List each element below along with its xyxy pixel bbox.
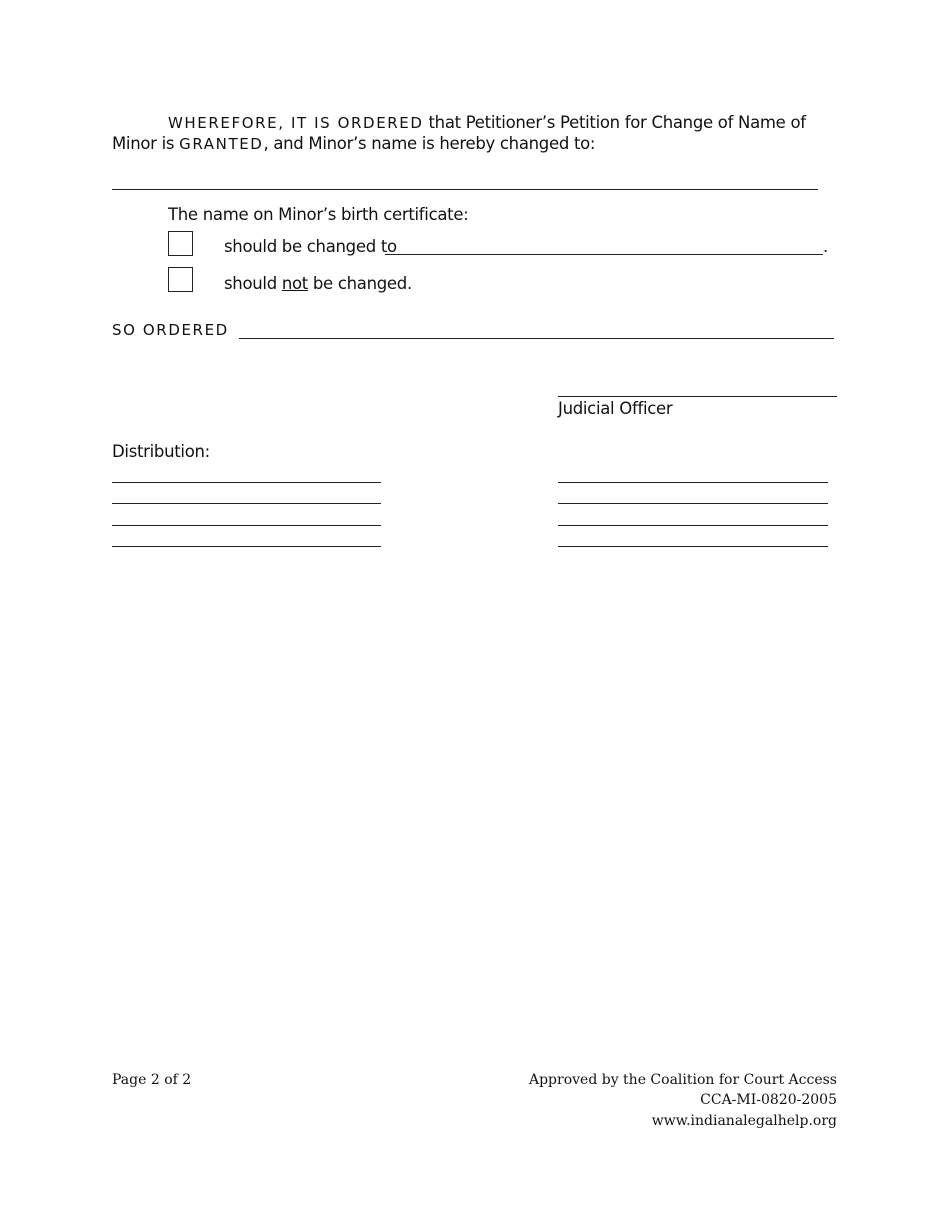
so-ordered-date-blank[interactable]: [239, 338, 834, 339]
approval-note: Approved by the Coalition for Court Access: [528, 1072, 837, 1088]
judge-signature-line[interactable]: [558, 396, 837, 397]
distribution-line-left-4[interactable]: [112, 546, 381, 547]
granted-word: GRANTED: [179, 135, 264, 153]
new-name-blank[interactable]: [112, 189, 818, 190]
birth-cert-heading: The name on Minor’s birth certificate:: [168, 205, 469, 224]
order-text: that Petitioner’s Petition for Change of Name of: [423, 113, 806, 132]
change-option-period: .: [823, 237, 828, 256]
form-id: CCA-MI-0820-2005: [700, 1092, 837, 1108]
distribution-line-right-1[interactable]: [558, 482, 828, 483]
no-change-birth-cert-checkbox[interactable]: [168, 267, 193, 292]
distribution-label: Distribution:: [112, 442, 210, 461]
judicial-officer-label: Judicial Officer: [558, 399, 673, 418]
wherefore-ordered: WHEREFORE, IT IS ORDERED: [168, 114, 424, 132]
order-line-2: Minor is GRANTED, and Minor’s name is hereby changed to:: [112, 134, 596, 153]
distribution-line-left-2[interactable]: [112, 503, 381, 504]
change-birth-cert-checkbox[interactable]: [168, 231, 193, 256]
birth-cert-name-blank[interactable]: [385, 254, 823, 255]
distribution-line-left-1[interactable]: [112, 482, 381, 483]
distribution-line-right-3[interactable]: [558, 525, 828, 526]
distribution-line-right-4[interactable]: [558, 546, 828, 547]
not-underlined: not: [281, 274, 308, 293]
no-change-option: should not be changed.: [224, 274, 412, 293]
change-option: [224, 237, 397, 257]
distribution-line-right-2[interactable]: [558, 503, 828, 504]
change-option-label: should be changed to: [224, 237, 397, 256]
so-ordered-label: SO ORDERED: [112, 321, 229, 339]
order-line-1: [168, 113, 806, 133]
website-link[interactable]: www.indianalegalhelp.org: [651, 1113, 837, 1129]
page-number: Page 2 of 2: [112, 1072, 192, 1088]
distribution-line-left-3[interactable]: [112, 525, 381, 526]
